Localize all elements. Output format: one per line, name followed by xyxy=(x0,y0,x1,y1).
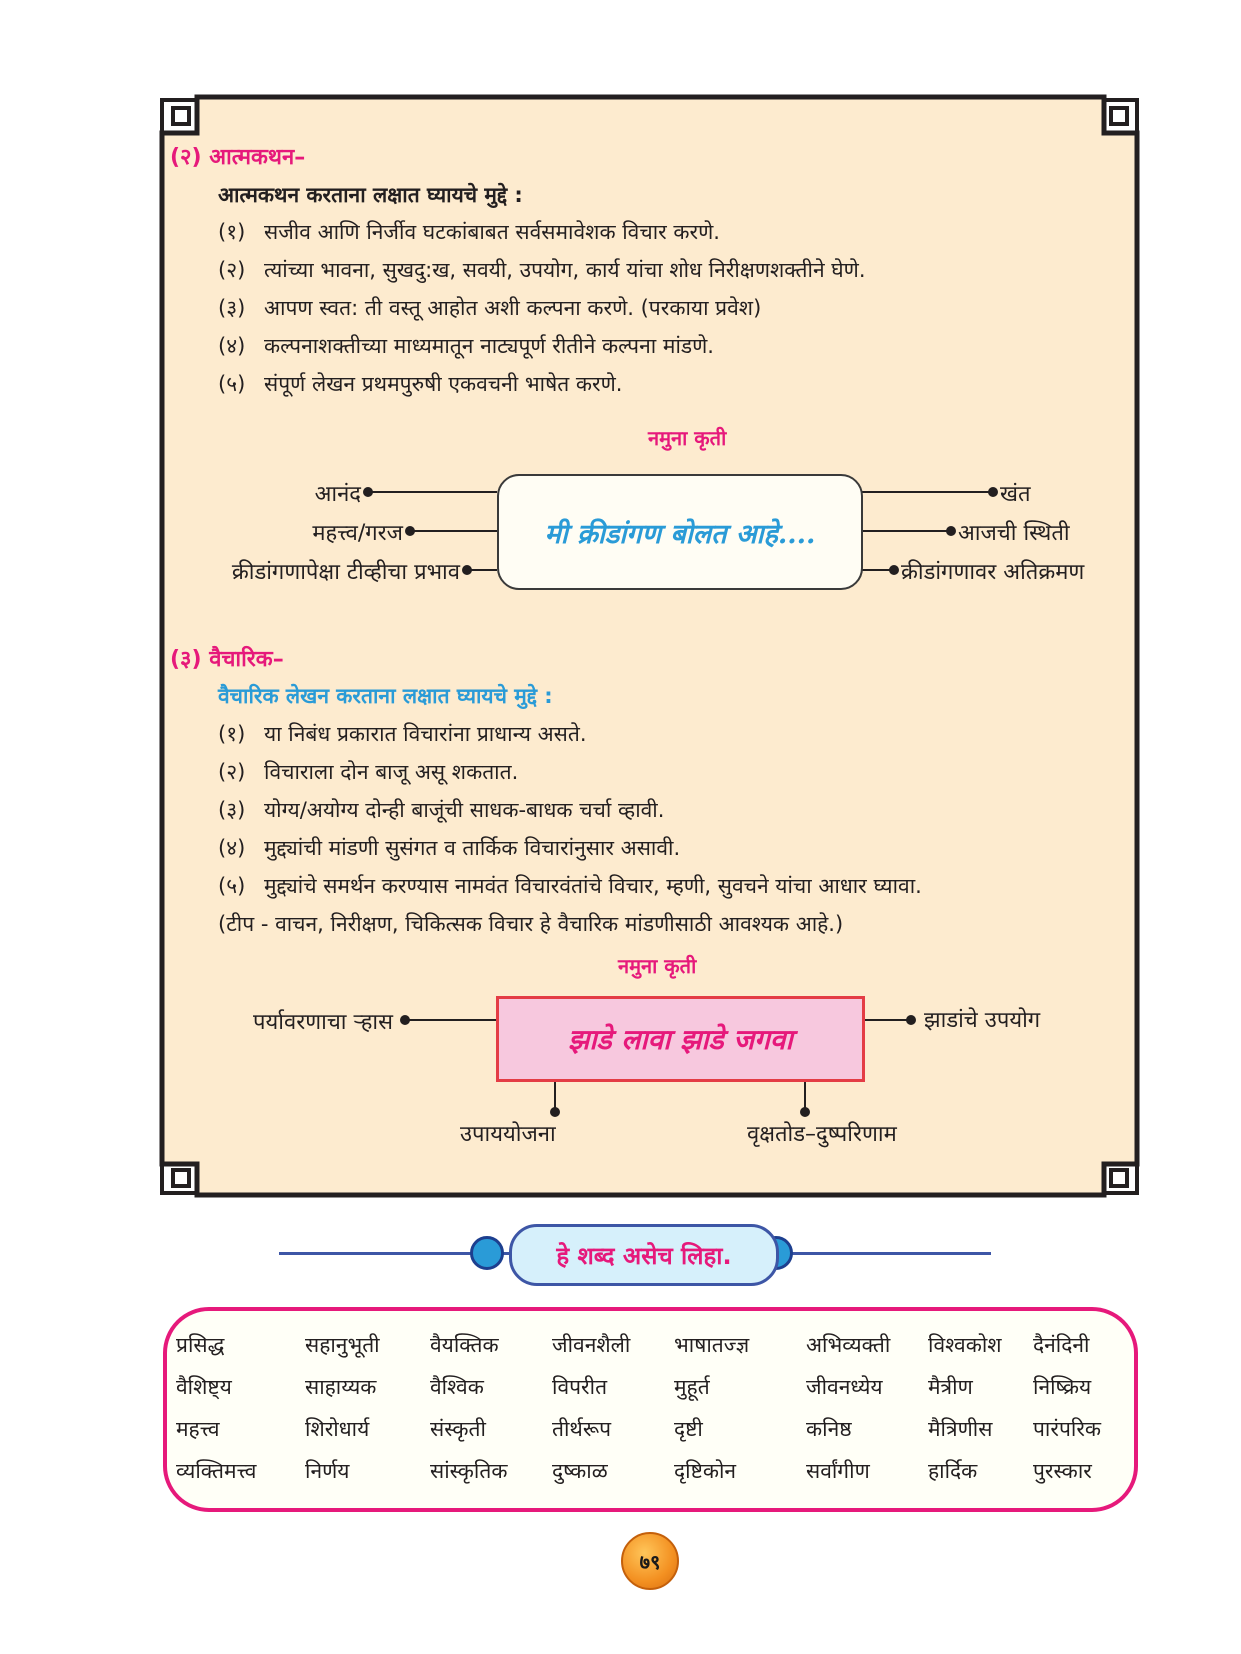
section3-point xyxy=(218,796,664,824)
point-number: (१) xyxy=(218,220,246,244)
diagram1-right-label: क्रीडांगणावर अतिक्रमण xyxy=(901,560,1085,585)
diagram1-center-text: मी क्रीडांगण बोलत आहे.... xyxy=(544,518,816,550)
word: भाषातज्ज्ञ xyxy=(674,1333,750,1357)
word: प्रसिद्ध xyxy=(176,1333,225,1357)
diagram2-left-label: पर्यावरणाचा ऱ्हास xyxy=(253,1010,393,1035)
section2-point xyxy=(218,294,761,322)
diagram1-left-label: क्रीडांगणापेक्षा टीव्हीचा प्रभाव xyxy=(231,560,460,585)
diagram2-center-box xyxy=(496,996,865,1082)
words-title: हे शब्द असेच लिहा. xyxy=(556,1241,732,1270)
word: जीवनध्येय xyxy=(806,1375,883,1399)
point-number: (५) xyxy=(218,372,246,396)
word: सांस्कृतिक xyxy=(430,1459,508,1483)
word: संस्कृती xyxy=(430,1417,486,1441)
diagram1-center-box xyxy=(497,474,863,590)
point-text: कल्पनाशक्तीच्या माध्यमातून नाट्यपूर्ण रीतीने कल्पना मांडणे. xyxy=(264,334,714,358)
point-text: विचाराला दोन बाजू असू शकतात. xyxy=(264,760,519,784)
point-text: मुद्द्यांची मांडणी सुसंगत व तार्किक विचारांनुसार असावी. xyxy=(264,836,681,860)
sample-caption: नमुना कृती xyxy=(618,954,697,978)
section3-note: (टीप - वाचन, निरीक्षण, चिकित्सक विचार हे वैचारिक मांडणीसाठी आवश्यक आहे.) xyxy=(218,912,844,936)
page-number-badge xyxy=(621,1532,679,1590)
section3-subheading: वैचारिक लेखन करताना लक्षात घ्यायचे मुद्दे : xyxy=(218,684,553,708)
section3-heading: (३) वैचारिक– xyxy=(170,647,284,672)
point-number: (२) xyxy=(218,258,246,282)
point-number: (२) xyxy=(218,760,246,784)
section3-point xyxy=(218,720,587,748)
word: निष्क्रिय xyxy=(1033,1375,1092,1399)
word: वैयक्तिक xyxy=(430,1333,499,1357)
section3-point xyxy=(218,872,922,900)
word: मैत्रिणीस xyxy=(928,1417,993,1441)
section3-point xyxy=(218,758,518,786)
diagram1-right-label: आजची स्थिती xyxy=(958,521,1070,546)
point-text: आपण स्वत: ती वस्तू आहोत अशी कल्पना करणे. (परकाया प्रवेश) xyxy=(264,296,762,320)
words-banner xyxy=(509,1224,779,1286)
point-number: (४) xyxy=(218,836,246,860)
diagram1-right-label: खंत xyxy=(1000,482,1031,507)
word: मैत्रीण xyxy=(928,1375,973,1399)
page-number: ७९ xyxy=(639,1549,661,1574)
word: कनिष्ठ xyxy=(806,1417,852,1441)
word: सर्वांगीण xyxy=(806,1459,870,1483)
word: दृष्टिकोन xyxy=(674,1459,737,1483)
point-text: योग्य/अयोग्य दोन्ही बाजूंची साधक-बाधक चर्चा व्हावी. xyxy=(264,798,665,822)
word: पुरस्कार xyxy=(1033,1459,1092,1483)
point-text: या निबंध प्रकारात विचारांना प्राधान्य असते. xyxy=(264,722,587,746)
section2-point xyxy=(218,256,866,284)
word: तीर्थरूप xyxy=(552,1417,612,1441)
point-text: मुद्द्यांचे समर्थन करण्यास नामवंत विचारवंतांचे विचार, म्हणी, सुवचने यांचा आधार घ्यावा. xyxy=(264,874,922,898)
word: सहानुभूती xyxy=(305,1333,380,1357)
word: जीवनशैली xyxy=(552,1333,631,1357)
section2-point xyxy=(218,218,720,246)
word: दुष्काळ xyxy=(552,1459,608,1483)
diagram2-center-text: झाडे लावा झाडे जगवा xyxy=(568,1023,793,1056)
diagram2-bottom-left-label: उपाययोजना xyxy=(460,1122,556,1147)
section2-heading: (२) आत्मकथन– xyxy=(170,145,306,170)
word: साहाय्यक xyxy=(305,1375,377,1399)
section2-point xyxy=(218,370,622,398)
word: विपरीत xyxy=(552,1375,608,1399)
diagram2-right-label: झाडांचे उपयोग xyxy=(924,1008,1041,1033)
point-number: (५) xyxy=(218,874,246,898)
point-text: सजीव आणि निर्जीव घटकांबाबत सर्वसमावेशक विचार करणे. xyxy=(264,220,720,244)
word: शिरोधार्य xyxy=(305,1417,370,1441)
word: पारंपरिक xyxy=(1033,1417,1102,1441)
word: वैशिष्ट्य xyxy=(176,1375,232,1399)
diagram1-left-label: आनंद xyxy=(314,482,361,507)
word: निर्णय xyxy=(305,1459,350,1483)
section2-point xyxy=(218,332,714,360)
sample-caption: नमुना कृती xyxy=(648,426,727,450)
point-text: संपूर्ण लेखन प्रथमपुरुषी एकवचनी भाषेत करणे. xyxy=(264,372,623,396)
word: दैनंदिनी xyxy=(1033,1333,1090,1357)
diagram1-left-label: महत्त्व/गरज xyxy=(312,521,403,546)
word: अभिव्यक्ती xyxy=(806,1333,891,1357)
point-number: (१) xyxy=(218,722,246,746)
word: हार्दिक xyxy=(928,1459,978,1483)
word: वैश्विक xyxy=(430,1375,484,1399)
word: महत्त्व xyxy=(176,1417,220,1441)
point-number: (४) xyxy=(218,334,246,358)
word: मुहूर्त xyxy=(674,1375,710,1399)
word: व्यक्तिमत्त्व xyxy=(176,1459,257,1483)
word: दृष्टी xyxy=(674,1417,703,1441)
section2-subheading: आत्मकथन करताना लक्षात घ्यायचे मुद्दे : xyxy=(218,183,523,207)
banner-knob-left xyxy=(470,1236,504,1270)
diagram2-bottom-right-label: वृक्षतोड–दुष्परिणाम xyxy=(747,1122,897,1147)
banner-line-right xyxy=(771,1252,991,1255)
point-number: (३) xyxy=(218,798,246,822)
section3-point xyxy=(218,834,680,862)
point-number: (३) xyxy=(218,296,246,320)
word: विश्वकोश xyxy=(928,1333,1002,1357)
point-text: त्यांच्या भावना, सुखदु:ख, सवयी, उपयोग, कार्य यांचा शोध निरीक्षणशक्तीने घेणे. xyxy=(264,258,866,282)
